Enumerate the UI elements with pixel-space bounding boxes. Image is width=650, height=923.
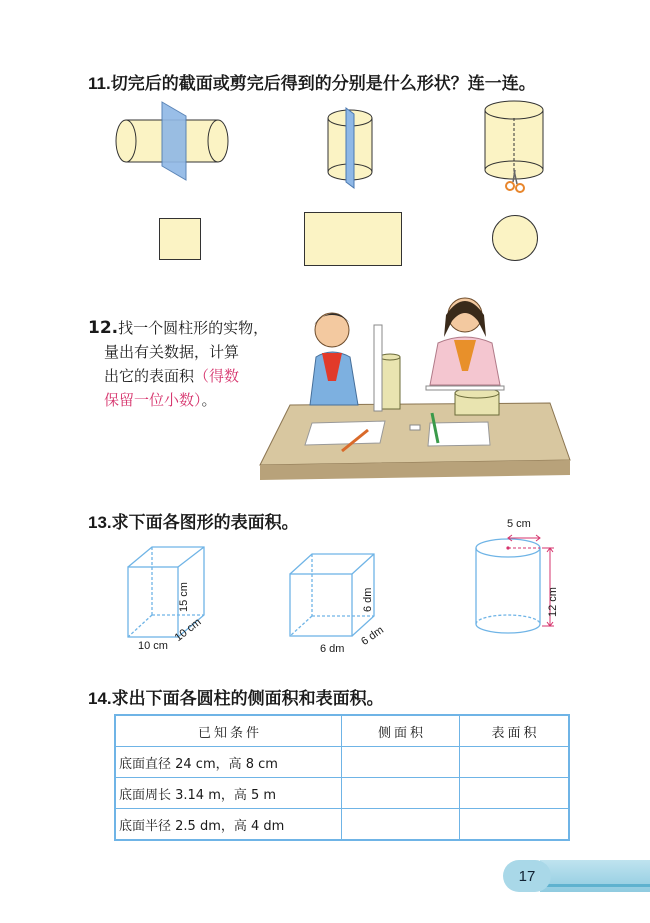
circle-shape[interactable] <box>492 215 538 261</box>
table-row <box>115 809 569 841</box>
q11-text: 切完后的截面或剪完后得到的分别是什么形状？连一连。 <box>110 74 536 94</box>
cylinder-height-label: 12 cm <box>547 587 559 617</box>
cube-depth-label: 6 dm <box>359 624 387 648</box>
children-measuring-illustration <box>250 285 575 480</box>
cylinder-radius-label: 5 cm <box>507 518 531 530</box>
cube-height-label: 6 dm <box>362 587 374 612</box>
q12-note-b: 保留一位小数） <box>104 391 202 409</box>
page-number: 17 <box>503 860 551 892</box>
q14-title <box>88 684 384 709</box>
q12-number: 12. <box>88 318 119 338</box>
row-2-surface-area-cell[interactable] <box>460 778 570 809</box>
q12-line-4: 保留一位小数）。 <box>104 391 217 409</box>
row-3-lateral-area-cell[interactable] <box>342 809 460 841</box>
q12-note-a: （得数 <box>194 367 240 385</box>
cylinder-figure <box>470 528 570 638</box>
header-known-conditions: 已知条件 <box>115 715 342 747</box>
row-2-condition: 底面周长 3.14 m，高 5 m <box>115 778 342 809</box>
square-shape[interactable] <box>159 218 201 260</box>
q13-title <box>88 508 299 533</box>
cuboid-width-label: 10 cm <box>138 640 168 652</box>
q13-text: 求下面各图形的表面积。 <box>111 513 299 533</box>
row-2-lateral-area-cell[interactable] <box>342 778 460 809</box>
rectangle-shape[interactable] <box>304 212 402 266</box>
table-row <box>115 778 569 809</box>
row-1-condition: 底面直径 24 cm，高 8 cm <box>115 747 342 778</box>
row-3-condition: 底面半径 2.5 dm，高 4 dm <box>115 809 342 841</box>
header-lateral-area: 侧面积 <box>342 715 460 747</box>
cuboid-depth-label: 10 cm <box>172 616 204 644</box>
q12-line-2: 量出有关数据，计算 <box>104 343 240 361</box>
page-number-bar <box>540 860 650 892</box>
row-1-surface-area-cell[interactable] <box>460 747 570 778</box>
horizontal-cylinder-cut-figure <box>110 100 240 185</box>
vertical-cylinder-cut-figure <box>320 104 380 192</box>
cylinder-scissors-figure <box>480 98 550 196</box>
row-3-surface-area-cell[interactable] <box>460 809 570 841</box>
q14-number: 14. <box>88 689 112 708</box>
cube-width-label: 6 dm <box>320 643 345 655</box>
q12-line-3: 出它的表面积（得数 <box>104 367 240 385</box>
q14-table <box>114 714 570 841</box>
table-row <box>115 747 569 778</box>
table-header-row <box>115 715 569 747</box>
q14-text: 求出下面各圆柱的侧面积和表面积。 <box>111 689 384 709</box>
q11-title <box>88 69 536 94</box>
q11-number: 11. <box>88 74 111 93</box>
cuboid-height-label: 15 cm <box>178 582 190 612</box>
q12-line-1: 12.找一个圆柱形的实物， <box>88 318 269 338</box>
row-1-lateral-area-cell[interactable] <box>342 747 460 778</box>
header-surface-area: 表面积 <box>460 715 570 747</box>
q13-number: 13. <box>88 513 112 532</box>
